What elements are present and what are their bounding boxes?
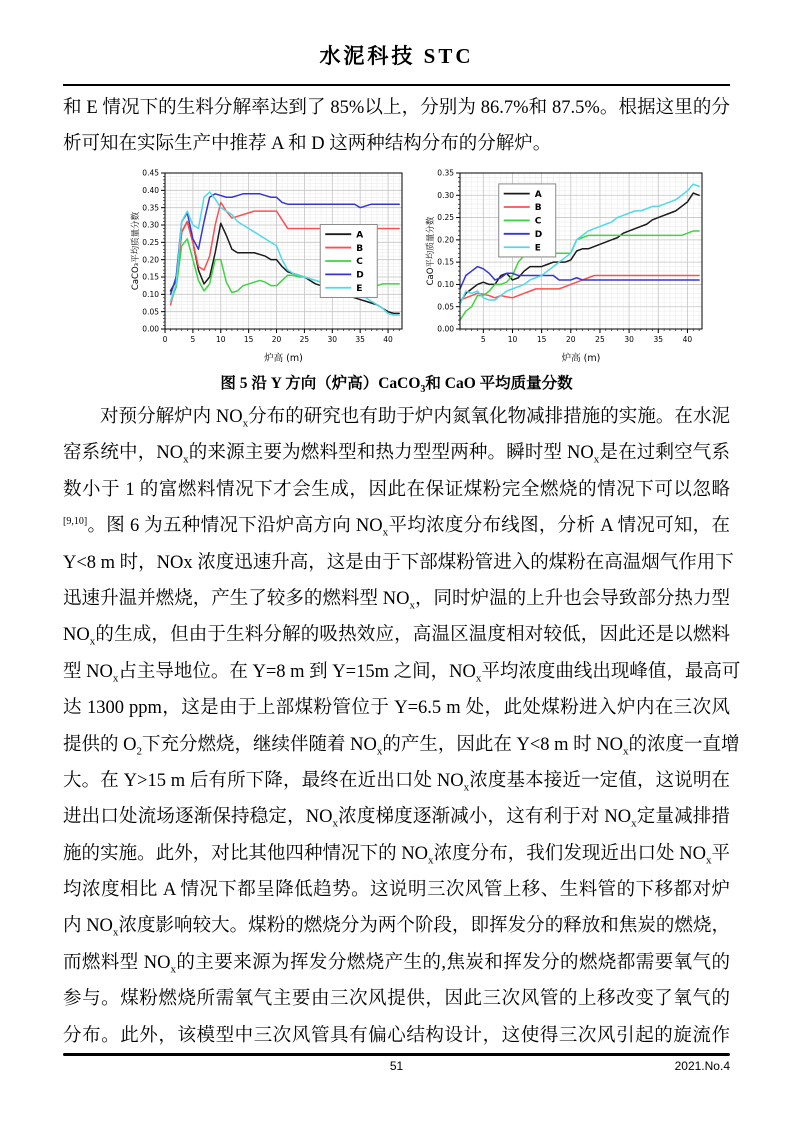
svg-text:35: 35 — [653, 335, 664, 344]
text-line: 内 $NO_x$浓度影响较大。煤粉的燃烧分为两个阶段，即挥发分的释放和焦炭的燃烧， — [63, 916, 730, 940]
svg-text:5: 5 — [480, 335, 486, 344]
svg-text:E: E — [534, 243, 541, 254]
footer-rule — [63, 1053, 730, 1056]
text-line: 对预分解炉内 $NO_x$分布的研究也有助于炉内氮氧化物减排措施的实施。在水泥 — [100, 407, 730, 430]
svg-text:0.20: 0.20 — [142, 255, 159, 265]
svg-text:0.25: 0.25 — [437, 213, 454, 223]
text-line: 进出口处流场逐渐保持稳定，$NO_x$浓度梯度逐渐减小，这有利于对 $NO_x$定量减排措 — [63, 807, 730, 830]
text-line: 窑系统中，$NO_x$的来源主要为燃料型和热力型型两种。瞬时型 $NO_x$是在过剩空气系 — [63, 443, 730, 467]
svg-text:CaO平均质量分数: CaO平均质量分数 — [426, 216, 436, 286]
text-line: 迅速升温并燃烧，产生了较多的燃料型 $NO_x$，同时炉温的上升也会导致部分热力型 — [63, 588, 730, 612]
text-line: 型 $NO_x$占主导地位。在 Y=8 m 到 Y=15m 之间，$NO_x$平均浓度曲线出现峰值，最高可 — [63, 661, 741, 685]
text-line: 而燃料型 $NO_x$的主要来源为挥发分燃烧产生的,焦炭和挥发分的燃烧都需要氧气的 — [63, 952, 730, 976]
text-line: 分布。此外，该模型中三次风管具有偏心结构设计，这使得三次风引起的旋流作 — [63, 1025, 730, 1046]
svg-text:A: A — [356, 230, 364, 241]
svg-text:E: E — [356, 283, 363, 294]
svg-text:40: 40 — [383, 335, 393, 344]
svg-text:A: A — [534, 189, 542, 200]
svg-text:0.35: 0.35 — [142, 203, 159, 213]
svg-text:D: D — [534, 230, 543, 241]
svg-text:0.35: 0.35 — [437, 168, 454, 178]
svg-text:15: 15 — [243, 335, 254, 344]
svg-text:0: 0 — [162, 335, 168, 344]
svg-text:C: C — [356, 257, 363, 268]
caco3-chart — [128, 167, 411, 365]
svg-text:25: 25 — [299, 335, 310, 344]
svg-text:0.20: 0.20 — [437, 235, 454, 245]
svg-text:0.15: 0.15 — [437, 257, 454, 267]
svg-text:10: 10 — [215, 335, 226, 344]
figure-caption: 图 5 沿 Y 方向（炉高）CaCO$_3$和 CaO 平均质量分数 — [220, 375, 573, 396]
text-line: 析可知在实际生产中推荐 A 和 D 这两种结构分布的分解炉。 — [63, 134, 552, 155]
footer — [63, 1059, 730, 1077]
svg-text:0.25: 0.25 — [142, 237, 159, 247]
svg-text:35: 35 — [355, 335, 365, 344]
page-number: 51 — [389, 1059, 404, 1073]
body-paragraph — [63, 399, 741, 1054]
svg-text:0.30: 0.30 — [437, 190, 454, 200]
text-line: 和 E 情况下的生料分解率达到了 85%以上，分别为 86.7%和 87.5%。根据这里的分 — [63, 98, 730, 118]
svg-text:0.00: 0.00 — [142, 324, 159, 334]
text-line: 提供的 $O_2$下充分燃烧，继续伴随着 $NO_x$的产生，因此在 Y<8 m 时 $NO_x$的浓度一直增 — [63, 734, 740, 758]
svg-text:20: 20 — [566, 335, 576, 344]
journal-title: 水泥科技 STC — [319, 44, 474, 68]
text-line: $NO_x$的生成，但由于生料分解的吸热效应，高温区温度相对较低，因此还是以燃料 — [63, 625, 730, 649]
svg-text:25: 25 — [595, 335, 605, 344]
svg-text:0.30: 0.30 — [142, 220, 159, 230]
text-line: 均浓度相比 A 情况下都呈降低趋势。这说明三次风管上移、生料管的下移都对炉 — [63, 880, 730, 901]
text-line: 施的实施。此外，对比其他四种情况下的 $NO_x$浓度分布，我们发现近出口处 $NO_x$平 — [63, 843, 730, 867]
svg-text:15: 15 — [536, 335, 547, 344]
svg-text:0.05: 0.05 — [142, 307, 159, 317]
svg-text:B: B — [356, 243, 364, 254]
svg-text:D: D — [356, 270, 364, 281]
text-line: 参与。煤粉燃烧所需氧气主要由三次风提供，因此三次风管的上移改变了氧气的 — [63, 989, 730, 1010]
svg-text:0.10: 0.10 — [142, 289, 159, 299]
text-line: 数小于 1 的富燃料情况下才会生成，因此在保证煤粉完全燃烧的情况下可以忽略 — [63, 479, 730, 500]
issue-label: 2021.No.4 — [674, 1059, 730, 1073]
svg-text:炉高 (m): 炉高 (m) — [561, 353, 601, 364]
svg-text:CaCO₃平均质量分数: CaCO₃平均质量分数 — [131, 211, 141, 291]
svg-text:0.45: 0.45 — [142, 168, 159, 178]
svg-text:0.15: 0.15 — [142, 272, 159, 282]
text-line: 达 1300 ppm，这是由于上部煤粉管位于 Y=6.5 m 处，此处煤粉进入炉内在三次风 — [63, 698, 730, 719]
svg-text:20: 20 — [271, 335, 282, 344]
text-line: [9,10]。图 6 为五种情况下沿炉高方向 $NO_x$平均浓度分布线图，分析 A 情况可知，在 — [63, 516, 730, 539]
svg-text:40: 40 — [682, 335, 693, 344]
svg-text:炉高 (m): 炉高 (m) — [264, 353, 303, 364]
svg-text:0.40: 0.40 — [142, 185, 159, 195]
svg-text:5: 5 — [190, 335, 196, 344]
text-line: Y<8 m 时，NOx 浓度迅速升高，这是由于下部煤粉管进入的煤粉在高温烟气作用下 — [63, 552, 734, 573]
svg-text:B: B — [534, 203, 542, 214]
svg-text:C: C — [534, 216, 542, 227]
svg-text:30: 30 — [327, 335, 338, 344]
svg-text:0.05: 0.05 — [437, 302, 454, 312]
header-rule — [63, 84, 730, 86]
svg-text:30: 30 — [624, 335, 634, 344]
intro-paragraph — [63, 90, 730, 163]
cao-chart — [423, 167, 711, 365]
text-line: 大。在 Y>15 m 后有所下降，最终在近出口处 $NO_x$浓度基本接近一定值，这说明在 — [63, 770, 730, 794]
svg-text:10: 10 — [507, 335, 518, 344]
svg-text:0.10: 0.10 — [437, 280, 454, 290]
svg-text:0.00: 0.00 — [437, 324, 454, 334]
